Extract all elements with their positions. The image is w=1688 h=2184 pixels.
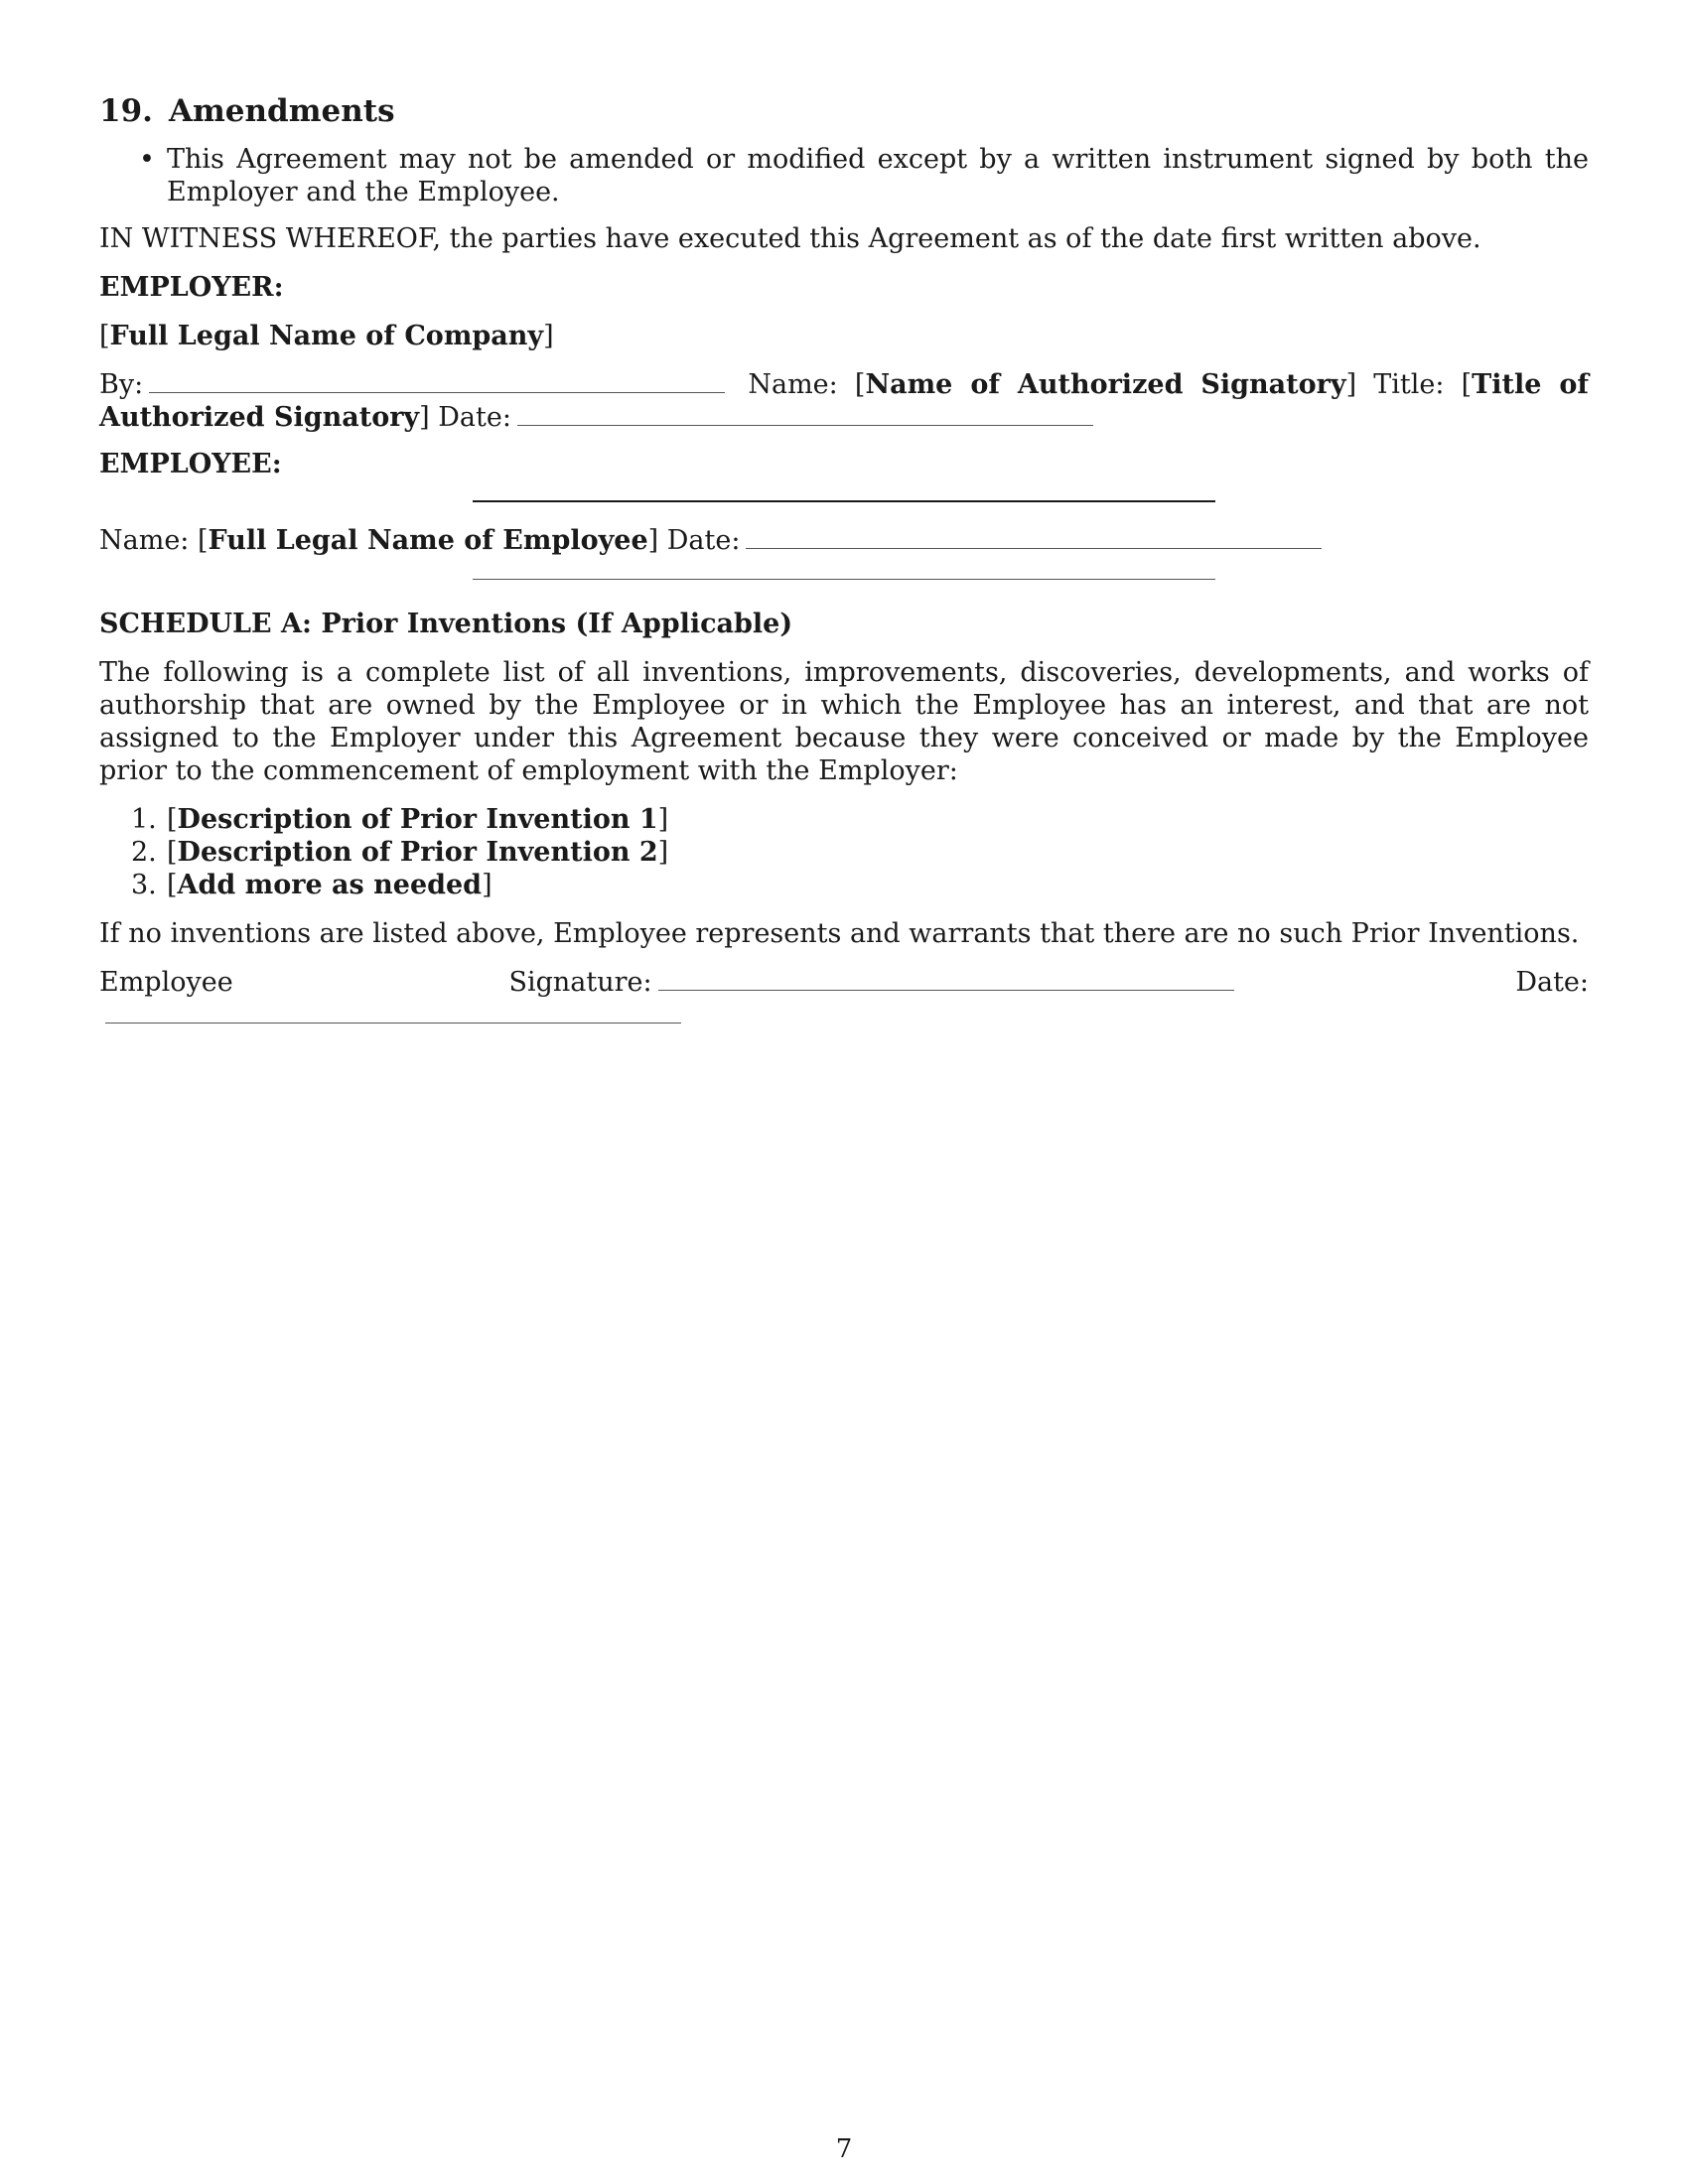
employer-signature-field[interactable] (149, 370, 725, 393)
employee-signature-line[interactable] (473, 500, 1215, 502)
section-number: 19. (99, 93, 153, 129)
title-label: Title: (1373, 369, 1445, 400)
schedule-date-field[interactable] (105, 1001, 681, 1024)
name-label: Name: (748, 369, 838, 400)
signature-label: Employee Signature: (99, 967, 652, 998)
date-label: Date: (438, 402, 511, 433)
company-name: Full Legal Name of Company (109, 321, 544, 351)
signatory-title: Title of Authorized Signatory (99, 369, 1590, 433)
employer-signature-block: By: Name: [Name of Authorized Signatory] Title: [Title of Authorized Signatory] Date: (99, 369, 1590, 433)
list-item: 3. [Add more as needed] (131, 870, 492, 900)
list-item: • This Agreement may not be amended or modified except by a written instrument signed by both the Employer and the Employee. (167, 143, 1589, 208)
page-number: 7 (835, 2134, 853, 2164)
no-inventions-statement: If no inventions are listed above, Employee represents and warrants that there are no such Prior Inventions. (99, 918, 1580, 949)
document-page (99, 91, 1589, 1047)
inventions-list (99, 803, 1589, 901)
employer-company-line: [Full Legal Name of Company] (99, 321, 554, 351)
schedule-intro: The following is a complete list of all inventions, improvements, discoveries, developments, and works of authorship that are owned by the Employee or in which the Employee has an interest, and that are not assigned to the Employer under this Agreement because they were conceived or made by the Employee prior to the commencement of employment with the Employer: (99, 657, 1589, 786)
employee-name: Full Legal Name of Employee (208, 525, 648, 556)
schedule-date-label: Date: (1515, 967, 1589, 998)
schedule-signature-line (99, 966, 1589, 1031)
list-item: 2. [Description of Prior Invention 2] (131, 837, 669, 868)
schedule-signature-field[interactable] (658, 968, 1234, 991)
employee-name-label: Name: (99, 525, 190, 556)
employee-heading: EMPLOYEE: (99, 449, 282, 479)
list-item: 1. [Description of Prior Invention 1] (131, 804, 669, 835)
employer-heading: EMPLOYER: (99, 272, 284, 303)
witness-paragraph: IN WITNESS WHEREOF, the parties have executed this Agreement as of the date first written above. (99, 223, 1481, 254)
signatory-name: Name of Authorized Signatory (865, 369, 1346, 400)
employer-date-field[interactable] (517, 403, 1093, 426)
section-title: Amendments (168, 93, 395, 129)
employee-extra-line[interactable] (473, 579, 1215, 580)
schedule-heading: SCHEDULE A: Prior Inventions (If Applicable) (99, 609, 793, 639)
by-label: By: (99, 369, 144, 400)
section-heading (99, 91, 1589, 131)
employee-date-label: Date: (666, 525, 741, 556)
amendments-list (99, 143, 1589, 208)
employee-name-line: Name: [Full Legal Name of Employee] Date: (99, 524, 1589, 557)
employee-date-field[interactable] (746, 526, 1322, 549)
